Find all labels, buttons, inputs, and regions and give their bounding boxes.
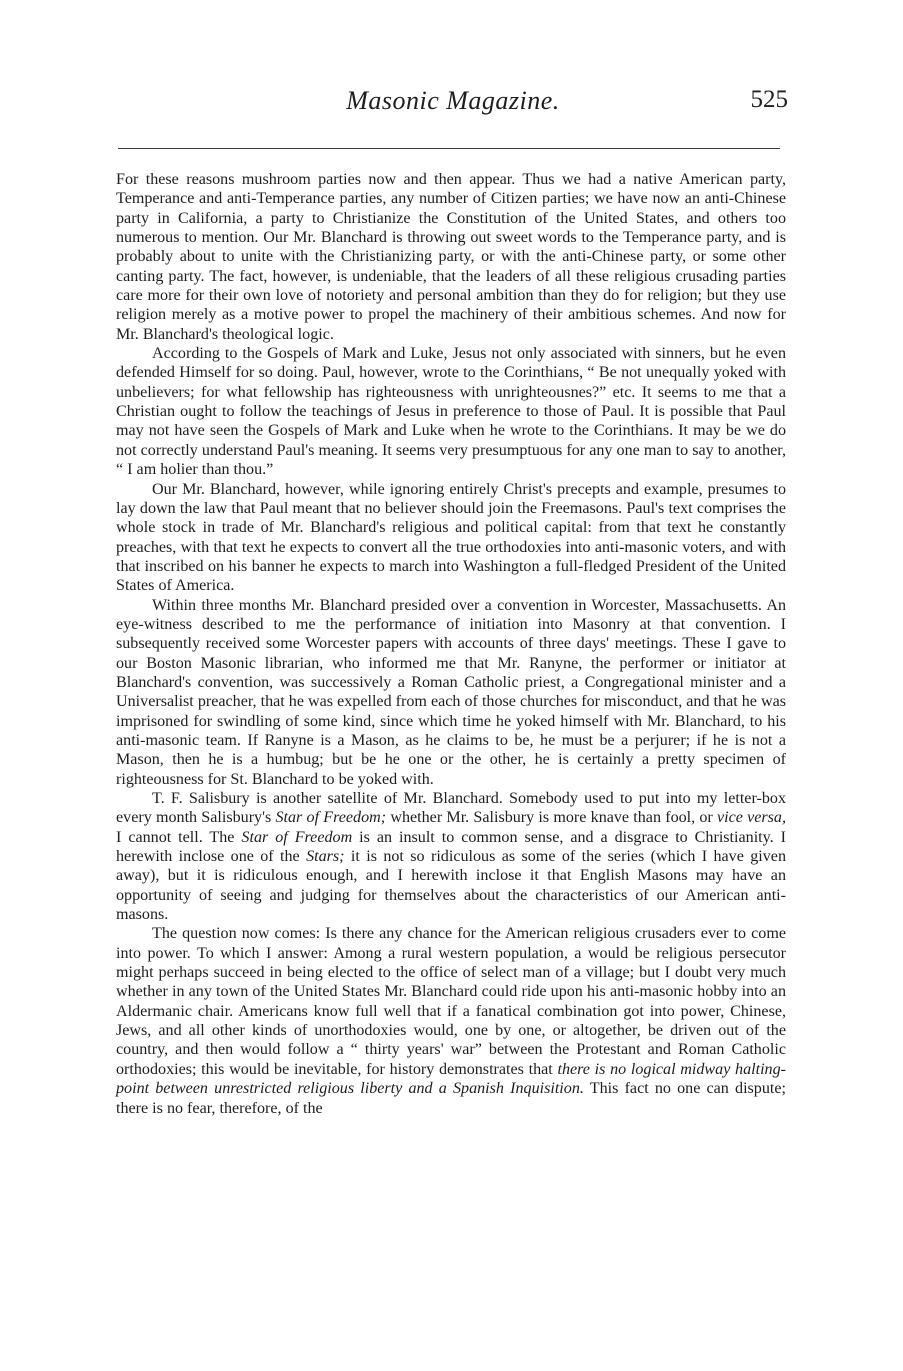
text-run: The question now comes: Is there any chance for the American religious crusaders ever to come into power. To which I answer: Among a rural western population, a would be religious persecutor might perhaps succeed in being elected to the office of select man of a village; but I doubt very much whether in any town of the United States Mr. Blanchard could ride upon his anti-masonic hobby into an Aldermanic chair. Americans know full well that if a fanatical combination got into power, Chinese, Jews, and all other kinds of unorthodoxies would, one by one, or altogether, be driven out of the country, and then would follow a “ thirty years' war” between the Protestant and Roman Catholic orthodoxies; this would be inevitable, for history demonstrates that	[116, 925, 786, 1078]
paragraph	[116, 170, 786, 344]
italic-text-run: Star of Freedom;	[275, 809, 387, 827]
text-run: For these reasons mushroom parties now and then appear. Thus we had a native American party, Temperance and anti-Temperance parties, any number of Citizen parties; we have now an anti-Chinese party in California, a party to Christianize the Constitution of the United States, and others too numerous to mention. Our Mr. Blanchard is throwing out sweet words to the Temperance party, and is probably about to unite with the Christianizing party, or with the anti-Chinese party, or some other canting party. The fact, however, is undeniable, that the leaders of all these religious crusading parties care more for their own love of notoriety and personal ambition than they do for religion; but they use religion merely as a motive power to propel the machinery of their ambitious schemes. And now for Mr. Blanchard's theological logic.	[116, 171, 786, 343]
text-run: This fact no one can dispute; there is no fear, therefore, of the	[116, 1080, 786, 1117]
paragraph	[116, 789, 786, 924]
italic-text-run: Stars;	[306, 848, 345, 866]
text-run: Our Mr. Blanchard, however, while ignoring entirely Christ's precepts and example, presumes to lay down the law that Paul meant that no believer should join the Freemasons. Paul's text comprises the whole stock in trade of Mr. Blanchard's religious and political capital: from that text he constantly preaches, with that text he expects to convert all the true orthodoxies into anti-masonic voters, and with that inscribed on his banner he expects to march into Washington a full-fledged President of the United States of America.	[116, 480, 786, 595]
italic-text-run: there is no logical midway halting-point between unrestricted religious liberty and a Spanish Inquisition.	[116, 1060, 787, 1098]
text-run: is an insult to common sense, and a disgrace to Christianity. I herewith inclose one of the	[116, 828, 786, 866]
page-number: 525	[750, 86, 788, 113]
paragraph	[116, 344, 786, 479]
text-run: Within three months Mr. Blanchard presided over a convention in Worcester, Massachusetts. An eye-witness described to me the performance of initiation into Masonry at that convention. I subsequently received some Worcester papers with accounts of three days' meetings. These I gave to our Boston Masonic librarian, who informed me that Mr. Ranyne, the performer or initiator at Blanchard's convention, was successively a Roman Catholic priest, a Congregational minister and a Universalist preacher, that he was expelled from each of those churches for misconduct, and that he was imprisoned for swindling of some kind, since which time he yoked himself with Mr. Blanchard, to his anti-masonic team. If Ranyne is a Mason, as he claims to be, he must be a perjurer; if he is not a Mason, then he is a humbug; but be he one or the other, he is certainly a pretty specimen of righteousness for St. Blanchard to be yoked with.	[116, 596, 786, 788]
page-header	[118, 86, 788, 126]
running-title: Masonic Magazine.	[346, 86, 560, 115]
text-run: According to the Gospels of Mark and Luke, Jesus not only associated with sinners, but he even defended Himself for so doing. Paul, however, wrote to the Corinthians, “ Be not unequally yoked with unbelievers; for what fellowship has righteousness with unrighteousnes?” etc. It seems to me that a Christian ought to follow the teachings of Jesus in preference to those of Paul. It is possible that Paul may not have seen the Gospels of Mark and Luke when he wrote to the Corinthians. It may be we do not correctly understand Paul's meaning. It seems very presumptuous for any one man to say to another, “ I am holier than thou.”	[116, 345, 786, 479]
italic-text-run: Star of Freedom	[241, 828, 353, 846]
paragraph	[116, 924, 786, 1117]
italic-text-run: vice versa,	[717, 809, 786, 827]
text-run: T. F. Salisbury is another satellite of Mr. Blanchard. Somebody used to put into my letter-box every month Salisbury's	[116, 790, 786, 827]
paragraph	[116, 480, 786, 596]
article-body	[116, 170, 786, 1118]
text-run: whether Mr. Salisbury is more knave than fool, or	[386, 809, 717, 827]
header-rule	[118, 148, 780, 149]
paragraph	[116, 596, 786, 789]
text-run: I cannot tell. The	[116, 828, 242, 846]
text-run: it is not so ridiculous as some of the series (which I have given away), but it is ridiculous enough, and I herewith inclose it that English Masons may have an opportunity of seeing and judging for themselves about the characteristics of our American anti-masons.	[116, 848, 786, 924]
